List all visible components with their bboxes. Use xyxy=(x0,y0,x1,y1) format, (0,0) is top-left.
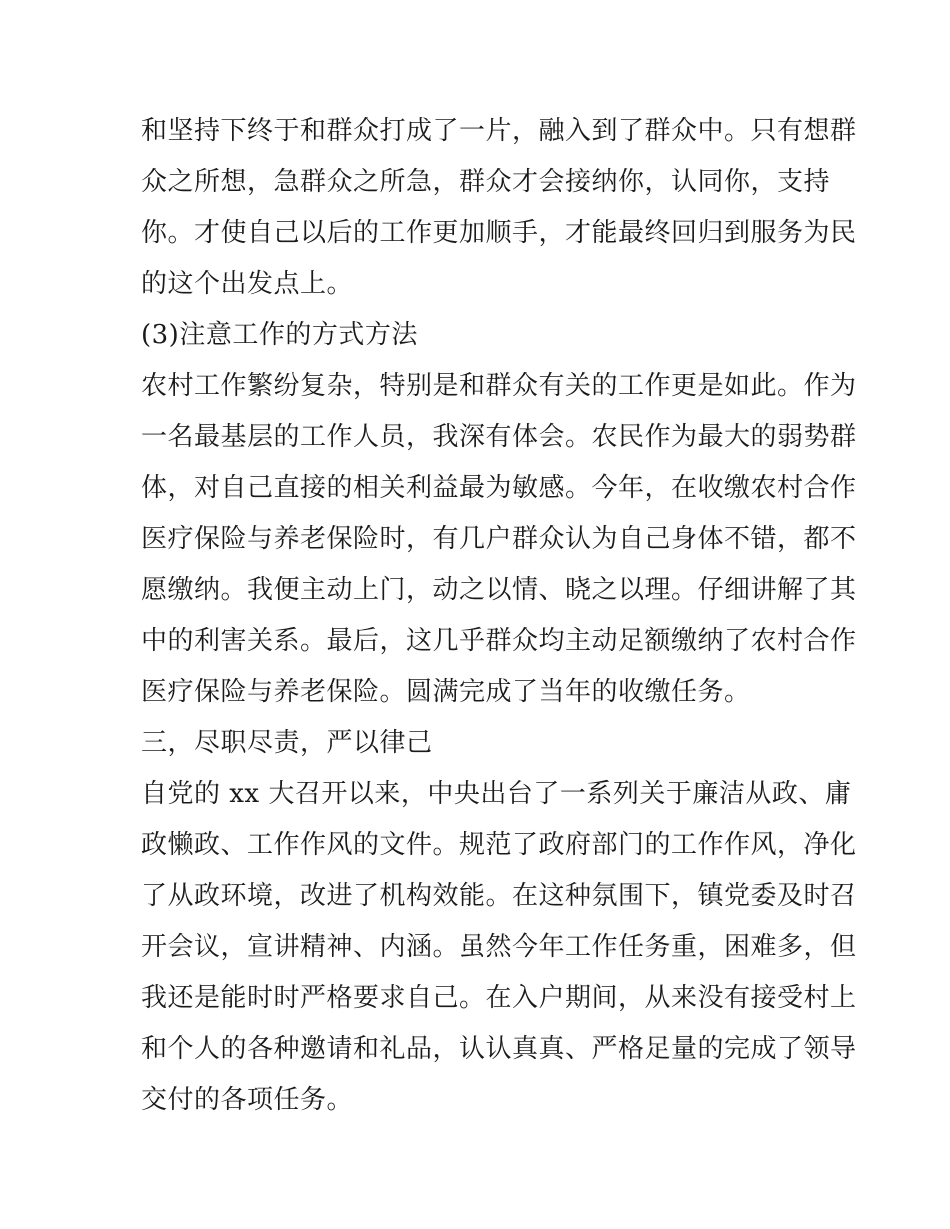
paragraph-line: 的这个出发点上。 xyxy=(141,269,354,299)
paragraph-line: 一名最基层的工作人员，我深有体会。农民作为最大的弱势群 xyxy=(141,422,857,452)
paragraph-line: 政懒政、工作作风的文件。规范了政府部门的工作作风，净化 xyxy=(141,830,857,860)
paragraph-line: 众之所想，急群众之所急，群众才会接纳你，认同你，支持 xyxy=(141,167,831,197)
paragraph-line: 农村工作繁纷复杂，特别是和群众有关的工作更是如此。作为 xyxy=(141,371,857,401)
paragraph-line: 和个人的各种邀请和礼品，认认真真、严格足量的完成了领导 xyxy=(141,1034,857,1064)
document-body xyxy=(141,106,857,1126)
section-heading: (3)注意工作的方式方法 xyxy=(141,320,418,350)
paragraph-line: 你。才使自己以后的工作更加顺手，才能最终回归到服务为民 xyxy=(141,218,857,248)
paragraph-line: 医疗保险与养老保险时，有几户群众认为自己身体不错，都不 xyxy=(141,524,857,554)
paragraph-line: 交付的各项任务。 xyxy=(141,1085,354,1115)
section-heading: 三，尽职尽责，严以律己 xyxy=(141,728,433,758)
paragraph-line: 我还是能时时严格要求自己。在入户期间，从来没有接受村上 xyxy=(141,983,857,1013)
paragraph-line: 体，对自己直接的相关利益最为敏感。今年，在收缴农村合作 xyxy=(141,473,857,503)
paragraph-line: 自党的 xx 大召开以来，中央出台了一系列关于廉洁从政、庸 xyxy=(141,779,852,809)
paragraph-line: 和坚持下终于和群众打成了一片，融入到了群众中。只有想群 xyxy=(141,116,857,146)
paragraph-line: 中的利害关系。最后，这几乎群众均主动足额缴纳了农村合作 xyxy=(141,626,857,656)
paragraph-line: 开会议，宣讲精神、内涵。虽然今年工作任务重，困难多，但 xyxy=(141,932,857,962)
paragraph-line: 了从政环境，改进了机构效能。在这种氛围下，镇党委及时召 xyxy=(141,881,857,911)
paragraph-line: 愿缴纳。我便主动上门，动之以情、晓之以理。仔细讲解了其 xyxy=(141,575,857,605)
paragraph-line: 医疗保险与养老保险。圆满完成了当年的收缴任务。 xyxy=(141,677,751,707)
